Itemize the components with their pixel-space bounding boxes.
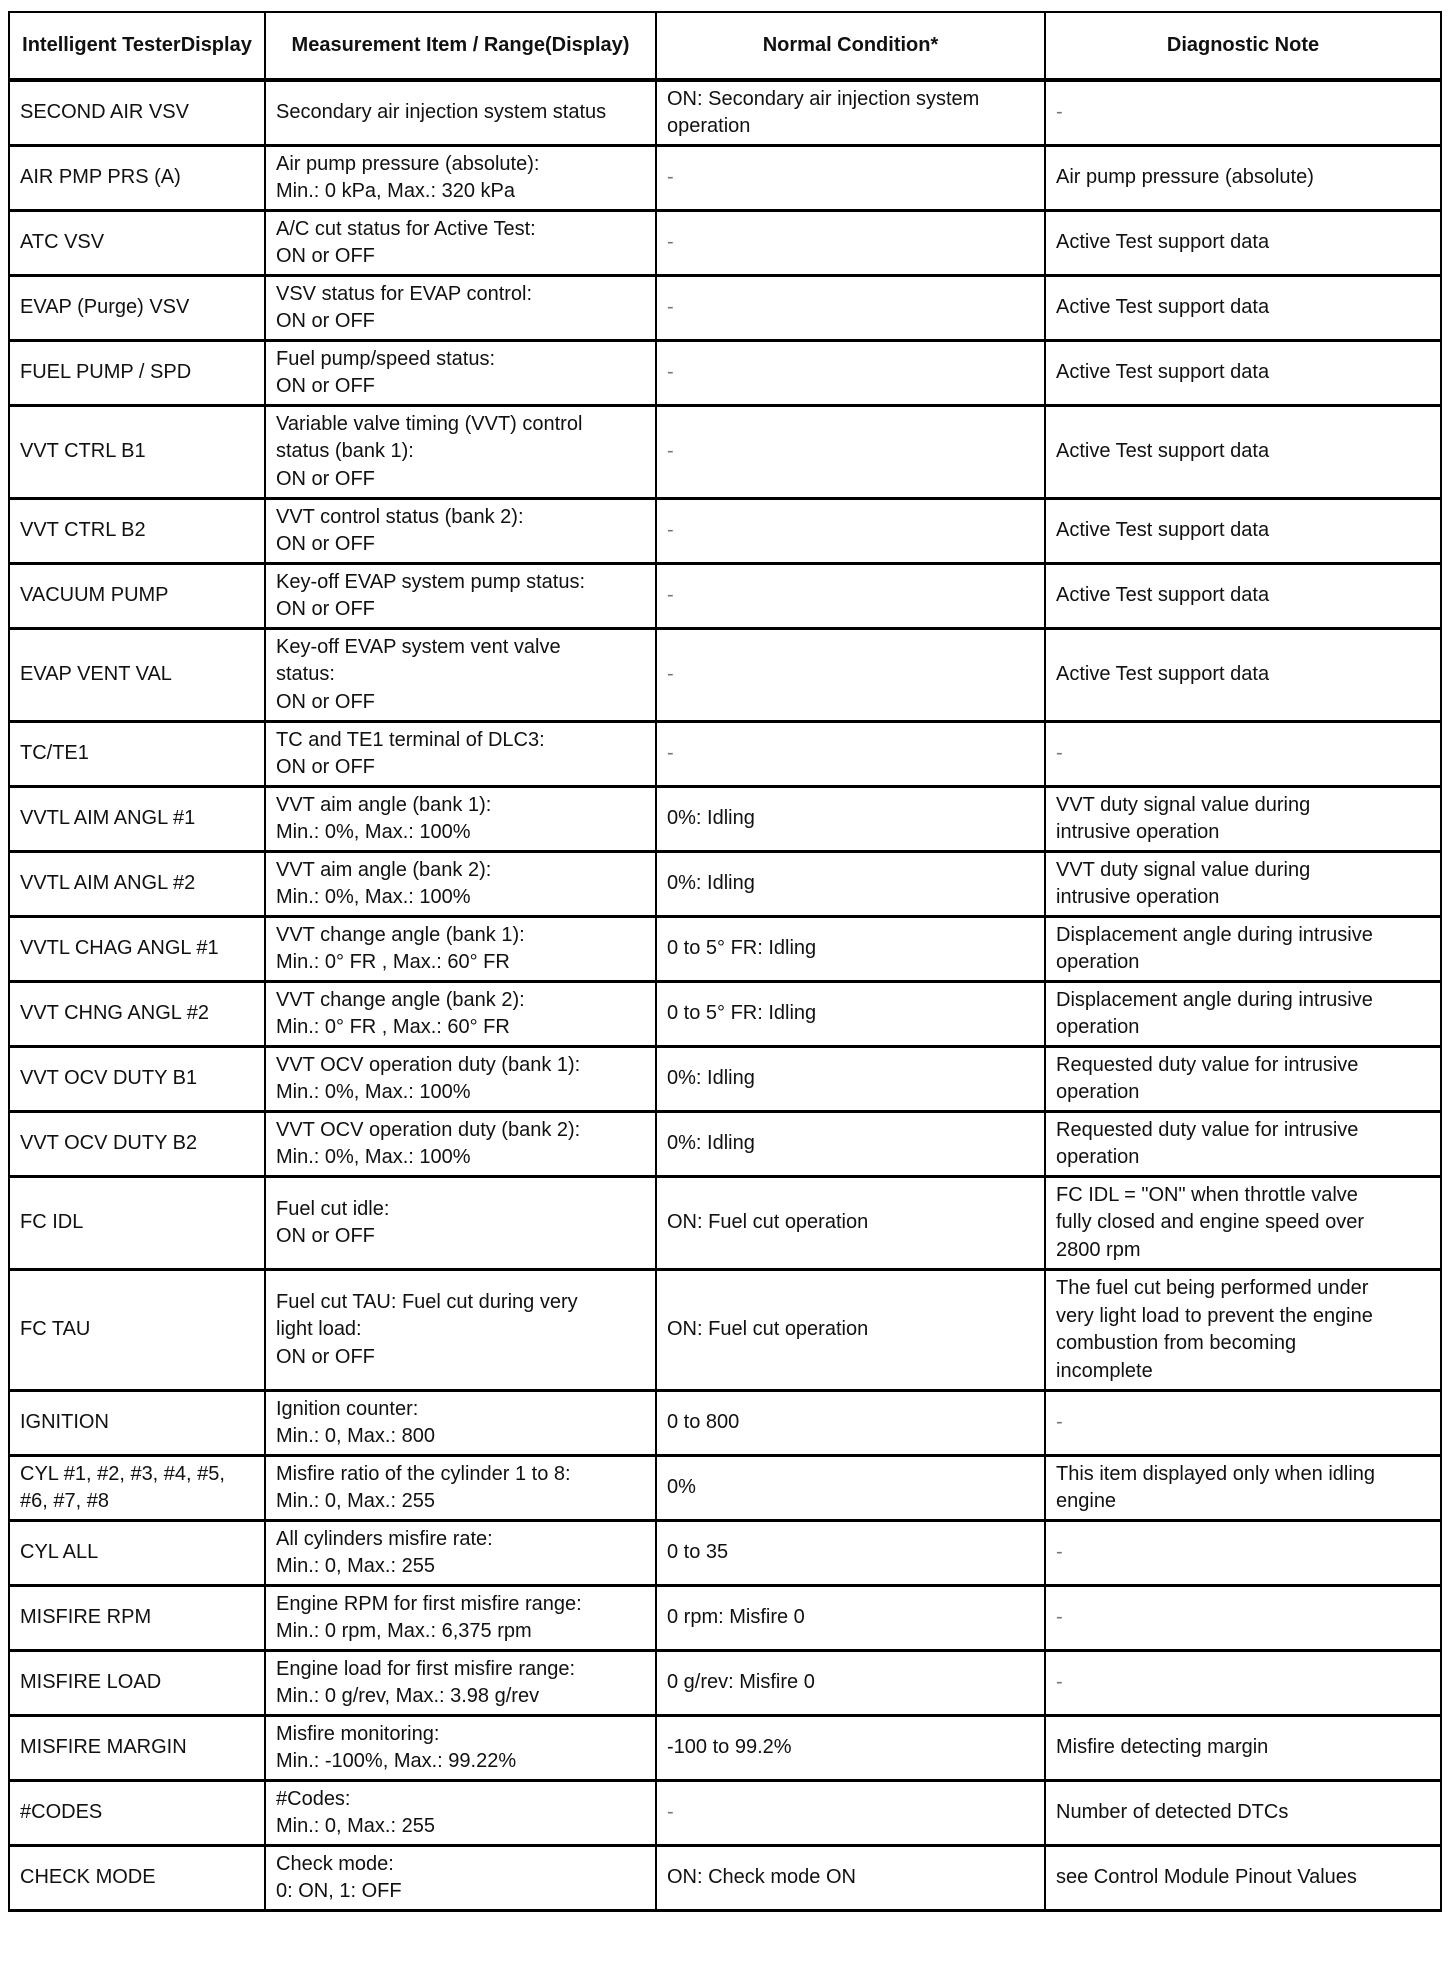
normal-condition-cell: 0 to 5° FR: Idling xyxy=(656,982,1045,1047)
diagnostic-note-cell: Air pump pressure (absolute) xyxy=(1045,146,1441,211)
tester-display-cell xyxy=(9,1456,265,1521)
normal-condition-cell: 0%: Idling xyxy=(656,1112,1045,1177)
measurement-item-cell xyxy=(265,787,656,852)
text-line: Misfire ratio of the cylinder 1 to 8: xyxy=(276,1462,571,1485)
measurement-item-cell: Secondary air injection system status xyxy=(265,80,656,146)
measurement-item-cell xyxy=(265,341,656,406)
normal-condition-cell: 0 g/rev: Misfire 0 xyxy=(656,1651,1045,1716)
text-line: ON or OFF xyxy=(276,375,375,397)
measurement-item-cell xyxy=(265,852,656,917)
text-line: Min.: 0 kPa, Max.: 320 kPa xyxy=(276,180,515,202)
diagnostic-note-cell: see Control Module Pinout Values xyxy=(1045,1846,1441,1911)
text-line: status (bank 1): xyxy=(276,440,414,463)
measurement-item-cell xyxy=(265,1456,656,1521)
text-line: ON or OFF xyxy=(276,310,375,332)
tester-display-cell: MISFIRE MARGIN xyxy=(9,1716,265,1781)
diagnostic-note-cell xyxy=(1045,1047,1441,1112)
text-line: Min.: 0, Max.: 255 xyxy=(276,1555,435,1577)
text-line: VVT aim angle (bank 1): xyxy=(276,793,492,816)
text-line: Min.: -100%, Max.: 99.22% xyxy=(276,1750,517,1772)
measurement-item-cell xyxy=(265,276,656,341)
table-row xyxy=(9,1781,1441,1846)
tester-display-cell: FC IDL xyxy=(9,1177,265,1270)
text-line: Min.: 0° FR , Max.: 60° FR xyxy=(276,951,510,973)
table-row xyxy=(9,1456,1441,1521)
diagnostic-note-cell xyxy=(1045,917,1441,982)
normal-condition-cell: 0 to 5° FR: Idling xyxy=(656,917,1045,982)
header-measurement-item xyxy=(265,12,656,80)
text-line: ON: Secondary air injection system xyxy=(667,87,980,110)
normal-condition-cell: ON: Check mode ON xyxy=(656,1846,1045,1911)
tester-display-cell: VVT CTRL B1 xyxy=(9,406,265,499)
table-row xyxy=(9,1651,1441,1716)
table-row xyxy=(9,982,1441,1047)
text-line: A/C cut status for Active Test: xyxy=(276,217,536,240)
text-line: ON or OFF xyxy=(276,467,375,490)
data-list-sheet xyxy=(8,11,1440,1912)
text-line: Min.: 0, Max.: 800 xyxy=(276,1425,435,1447)
text-line: ON or OFF xyxy=(276,245,375,267)
table-row xyxy=(9,1177,1441,1270)
text-line: fully closed and engine speed over xyxy=(1056,1211,1364,1234)
measurement-item-cell xyxy=(265,564,656,629)
text-line: operation xyxy=(1056,1081,1140,1103)
text-line: operation xyxy=(667,115,751,137)
measurement-item-cell xyxy=(265,1781,656,1846)
text-line: Fuel cut TAU: Fuel cut during very xyxy=(276,1290,578,1313)
measurement-item-cell xyxy=(265,499,656,564)
tester-display-cell: EVAP (Purge) VSV xyxy=(9,276,265,341)
diagnostic-note-cell: - xyxy=(1045,1651,1441,1716)
table-row xyxy=(9,276,1441,341)
measurement-item-cell xyxy=(265,1047,656,1112)
text-line: Engine load for first misfire range: xyxy=(276,1657,576,1680)
text-line: operation xyxy=(1056,1016,1140,1038)
table-row xyxy=(9,80,1441,146)
text-line: Min.: 0%, Max.: 100% xyxy=(276,1146,471,1168)
measurement-item-cell xyxy=(265,1521,656,1586)
text-line: Intelligent Tester xyxy=(22,34,181,56)
normal-condition-cell xyxy=(656,80,1045,146)
text-line: VVT change angle (bank 1): xyxy=(276,923,525,946)
diagnostic-note-cell: Misfire detecting margin xyxy=(1045,1716,1441,1781)
table-row xyxy=(9,499,1441,564)
text-line: VVT duty signal value during xyxy=(1056,793,1311,816)
table-row xyxy=(9,852,1441,917)
text-line: 2800 rpm xyxy=(1056,1238,1141,1261)
text-line: VVT OCV operation duty (bank 2): xyxy=(276,1118,581,1141)
measurement-item-cell xyxy=(265,406,656,499)
tester-display-cell: VVTL AIM ANGL #2 xyxy=(9,852,265,917)
measurement-item-cell xyxy=(265,629,656,722)
table-body xyxy=(9,80,1441,1911)
normal-condition-cell: 0% xyxy=(656,1456,1045,1521)
text-line: Min.: 0° FR , Max.: 60° FR xyxy=(276,1016,510,1038)
diagnostic-note-cell: Active Test support data xyxy=(1045,211,1441,276)
diagnostic-note-cell: - xyxy=(1045,80,1441,146)
text-line: Display xyxy=(180,34,252,56)
data-list-table xyxy=(8,11,1442,1912)
text-line: engine xyxy=(1056,1490,1117,1512)
table-row xyxy=(9,211,1441,276)
table-row xyxy=(9,146,1441,211)
diagnostic-note-cell: - xyxy=(1045,1586,1441,1651)
text-line: FC IDL = "ON" when throttle valve xyxy=(1056,1183,1358,1206)
text-line: Key-off EVAP system pump status: xyxy=(276,570,586,593)
text-line: ON or OFF xyxy=(276,690,375,713)
diagnostic-note-cell: Active Test support data xyxy=(1045,341,1441,406)
text-line: Requested duty value for intrusive xyxy=(1056,1053,1359,1076)
table-row xyxy=(9,1270,1441,1391)
tester-display-cell: VVTL AIM ANGL #1 xyxy=(9,787,265,852)
diagnostic-note-cell: Active Test support data xyxy=(1045,629,1441,722)
text-line: incomplete xyxy=(1056,1359,1153,1382)
tester-display-cell: VVT OCV DUTY B2 xyxy=(9,1112,265,1177)
table-row xyxy=(9,917,1441,982)
diagnostic-note-cell xyxy=(1045,1177,1441,1270)
table-row xyxy=(9,722,1441,787)
text-line: ON or OFF xyxy=(276,756,375,778)
text-line: Engine RPM for first misfire range: xyxy=(276,1592,582,1615)
diagnostic-note-cell xyxy=(1045,787,1441,852)
normal-condition-cell: ON: Fuel cut operation xyxy=(656,1270,1045,1391)
text-line: Check mode: xyxy=(276,1852,394,1875)
text-line: Min.: 0, Max.: 255 xyxy=(276,1490,435,1512)
tester-display-cell: VVTL CHAG ANGL #1 xyxy=(9,917,265,982)
measurement-item-cell xyxy=(265,1112,656,1177)
tester-display-cell: VVT CHNG ANGL #2 xyxy=(9,982,265,1047)
text-line: intrusive operation xyxy=(1056,886,1220,908)
normal-condition-cell: - xyxy=(656,499,1045,564)
normal-condition-cell: - xyxy=(656,629,1045,722)
normal-condition-cell: - xyxy=(656,722,1045,787)
text-line: combustion from becoming xyxy=(1056,1332,1297,1354)
text-line: ON or OFF xyxy=(276,598,375,620)
text-line: intrusive operation xyxy=(1056,821,1220,843)
normal-condition-cell: - xyxy=(656,341,1045,406)
header-normal-condition: Normal Condition* xyxy=(656,12,1045,80)
table-row xyxy=(9,564,1441,629)
text-line: operation xyxy=(1056,1146,1140,1168)
measurement-item-cell xyxy=(265,146,656,211)
text-line: status: xyxy=(276,663,335,686)
text-line: TC and TE1 terminal of DLC3: xyxy=(276,728,545,751)
header-row xyxy=(9,12,1441,80)
text-line: 0: ON, 1: OFF xyxy=(276,1880,402,1902)
measurement-item-cell xyxy=(265,1391,656,1456)
normal-condition-cell: 0 rpm: Misfire 0 xyxy=(656,1586,1045,1651)
normal-condition-cell: - xyxy=(656,146,1045,211)
text-line: Min.: 0 rpm, Max.: 6,375 rpm xyxy=(276,1620,532,1642)
text-line: VVT control status (bank 2): xyxy=(276,505,524,528)
text-line: light load: xyxy=(276,1318,362,1341)
table-row xyxy=(9,1586,1441,1651)
normal-condition-cell: - xyxy=(656,406,1045,499)
diagnostic-note-cell: Active Test support data xyxy=(1045,499,1441,564)
tester-display-cell: SECOND AIR VSV xyxy=(9,80,265,146)
normal-condition-cell: -100 to 99.2% xyxy=(656,1716,1045,1781)
text-line: This item displayed only when idling xyxy=(1056,1462,1376,1485)
diagnostic-note-cell: - xyxy=(1045,1521,1441,1586)
diagnostic-note-cell: - xyxy=(1045,1391,1441,1456)
text-line: Displacement angle during intrusive xyxy=(1056,923,1373,946)
table-row xyxy=(9,1521,1441,1586)
measurement-item-cell xyxy=(265,1651,656,1716)
text-line: very light load to prevent the engine xyxy=(1056,1304,1373,1327)
normal-condition-cell: 0%: Idling xyxy=(656,852,1045,917)
header-tester-display xyxy=(9,12,265,80)
normal-condition-cell: - xyxy=(656,211,1045,276)
text-line: The fuel cut being performed under xyxy=(1056,1277,1369,1299)
measurement-item-cell xyxy=(265,917,656,982)
table-row xyxy=(9,1716,1441,1781)
diagnostic-note-cell: Active Test support data xyxy=(1045,276,1441,341)
measurement-item-cell xyxy=(265,1846,656,1911)
diagnostic-note-cell xyxy=(1045,852,1441,917)
tester-display-cell: VVT CTRL B2 xyxy=(9,499,265,564)
text-line: #6, #7, #8 xyxy=(20,1490,109,1512)
text-line: ON or OFF xyxy=(276,1225,375,1247)
normal-condition-cell: 0%: Idling xyxy=(656,1047,1045,1112)
table-row xyxy=(9,1047,1441,1112)
tester-display-cell: FC TAU xyxy=(9,1270,265,1391)
text-line: ON or OFF xyxy=(276,533,375,555)
table-row xyxy=(9,406,1441,499)
table-row xyxy=(9,787,1441,852)
tester-display-cell: CHECK MODE xyxy=(9,1846,265,1911)
diagnostic-note-cell: Active Test support data xyxy=(1045,564,1441,629)
normal-condition-cell: - xyxy=(656,1781,1045,1846)
text-line: VVT OCV operation duty (bank 1): xyxy=(276,1053,581,1076)
text-line: ON or OFF xyxy=(276,1345,375,1368)
text-line: Min.: 0%, Max.: 100% xyxy=(276,821,471,843)
text-line: CYL #1, #2, #3, #4, #5, xyxy=(20,1462,225,1485)
diagnostic-note-cell xyxy=(1045,1270,1441,1391)
text-line: Ignition counter: xyxy=(276,1397,419,1420)
table-row xyxy=(9,1112,1441,1177)
tester-display-cell: MISFIRE RPM xyxy=(9,1586,265,1651)
table-row xyxy=(9,1846,1441,1911)
tester-display-cell: EVAP VENT VAL xyxy=(9,629,265,722)
text-line: Measurement Item / Range xyxy=(291,34,545,56)
table-row xyxy=(9,1391,1441,1456)
normal-condition-cell: 0 to 35 xyxy=(656,1521,1045,1586)
text-line: VSV status for EVAP control: xyxy=(276,282,533,305)
header-diagnostic-note: Diagnostic Note xyxy=(1045,12,1441,80)
tester-display-cell: #CODES xyxy=(9,1781,265,1846)
tester-display-cell: VACUUM PUMP xyxy=(9,564,265,629)
normal-condition-cell: 0%: Idling xyxy=(656,787,1045,852)
text-line: VVT change angle (bank 2): xyxy=(276,988,525,1011)
tester-display-cell: IGNITION xyxy=(9,1391,265,1456)
text-line: (Display) xyxy=(544,34,630,56)
measurement-item-cell xyxy=(265,982,656,1047)
tester-display-cell: TC/TE1 xyxy=(9,722,265,787)
tester-display-cell: CYL ALL xyxy=(9,1521,265,1586)
table-row xyxy=(9,341,1441,406)
diagnostic-note-cell: Active Test support data xyxy=(1045,406,1441,499)
text-line: Key-off EVAP system vent valve xyxy=(276,635,561,658)
measurement-item-cell xyxy=(265,1716,656,1781)
text-line: Min.: 0%, Max.: 100% xyxy=(276,1081,471,1103)
text-line: Min.: 0 g/rev, Max.: 3.98 g/rev xyxy=(276,1685,540,1707)
text-line: VVT duty signal value during xyxy=(1056,858,1311,881)
measurement-item-cell xyxy=(265,1586,656,1651)
text-line: Air pump pressure (absolute): xyxy=(276,152,540,175)
tester-display-cell: ATC VSV xyxy=(9,211,265,276)
diagnostic-note-cell: - xyxy=(1045,722,1441,787)
tester-display-cell: MISFIRE LOAD xyxy=(9,1651,265,1716)
measurement-item-cell xyxy=(265,1270,656,1391)
text-line: Min.: 0%, Max.: 100% xyxy=(276,886,471,908)
text-line: Fuel cut idle: xyxy=(276,1197,390,1220)
tester-display-cell: VVT OCV DUTY B1 xyxy=(9,1047,265,1112)
table-row xyxy=(9,629,1441,722)
measurement-item-cell xyxy=(265,722,656,787)
text-line: Displacement angle during intrusive xyxy=(1056,988,1373,1011)
text-line: Min.: 0, Max.: 255 xyxy=(276,1815,435,1837)
text-line: Requested duty value for intrusive xyxy=(1056,1118,1359,1141)
normal-condition-cell: - xyxy=(656,564,1045,629)
diagnostic-note-cell xyxy=(1045,982,1441,1047)
normal-condition-cell: ON: Fuel cut operation xyxy=(656,1177,1045,1270)
diagnostic-note-cell: Number of detected DTCs xyxy=(1045,1781,1441,1846)
text-line: Fuel pump/speed status: xyxy=(276,347,496,370)
tester-display-cell: AIR PMP PRS (A) xyxy=(9,146,265,211)
measurement-item-cell xyxy=(265,211,656,276)
diagnostic-note-cell xyxy=(1045,1112,1441,1177)
measurement-item-cell xyxy=(265,1177,656,1270)
text-line: VVT aim angle (bank 2): xyxy=(276,858,492,881)
text-line: Variable valve timing (VVT) control xyxy=(276,412,583,435)
tester-display-cell: FUEL PUMP / SPD xyxy=(9,341,265,406)
text-line: #Codes: xyxy=(276,1787,351,1810)
normal-condition-cell: - xyxy=(656,276,1045,341)
text-line: All cylinders misfire rate: xyxy=(276,1527,493,1550)
diagnostic-note-cell xyxy=(1045,1456,1441,1521)
text-line: operation xyxy=(1056,951,1140,973)
normal-condition-cell: 0 to 800 xyxy=(656,1391,1045,1456)
text-line: Misfire monitoring: xyxy=(276,1722,440,1745)
